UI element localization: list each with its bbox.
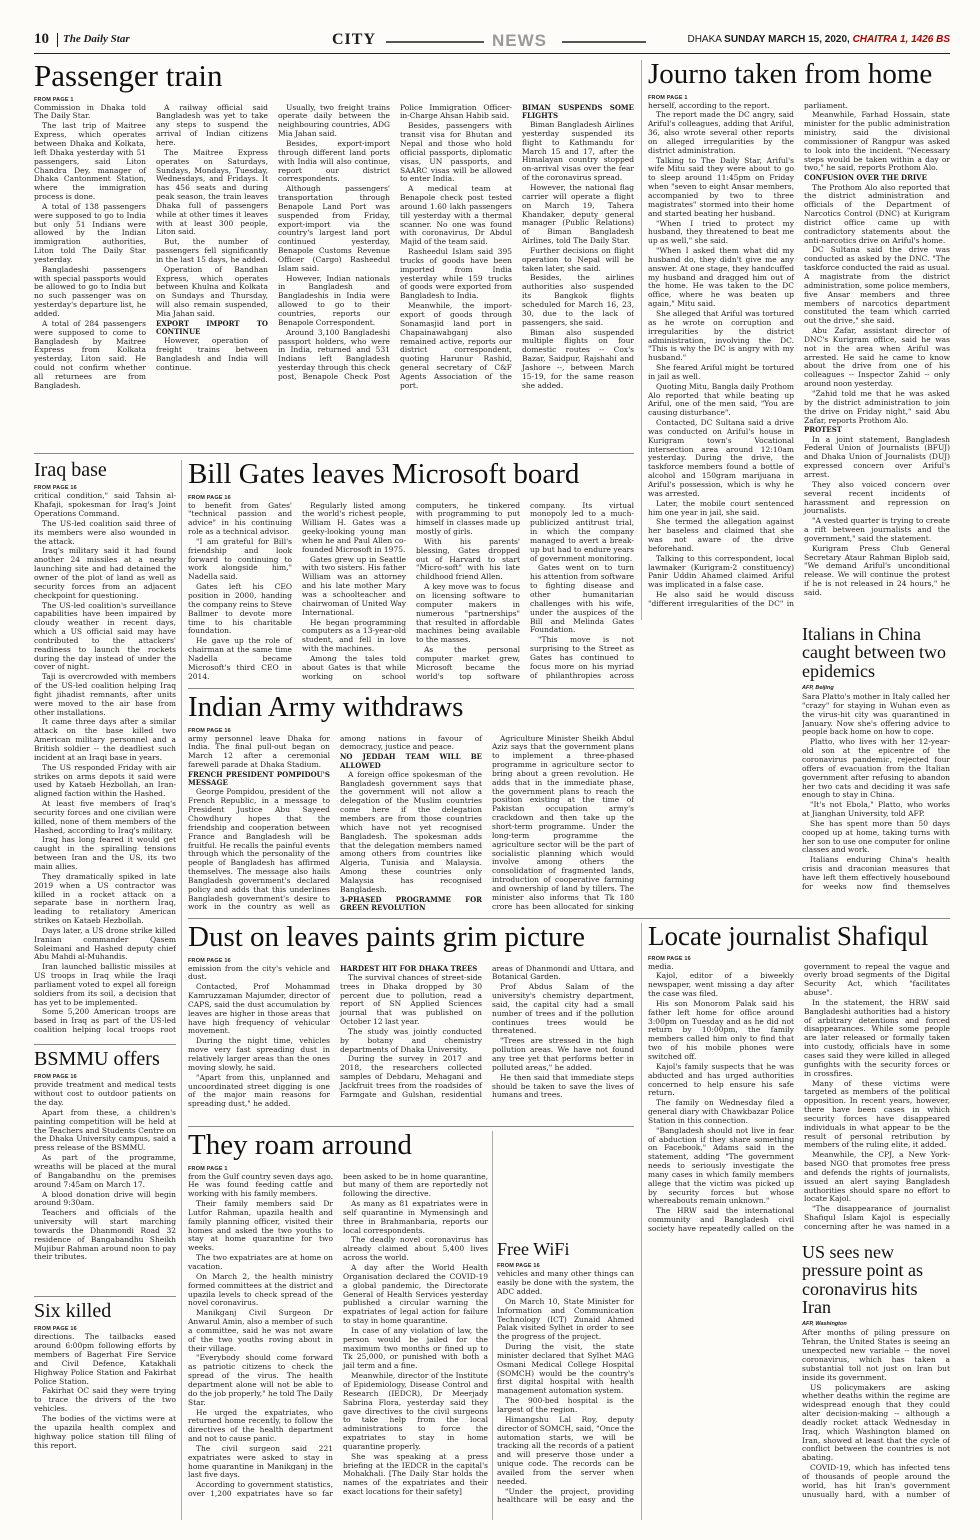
section-rule: [386, 41, 484, 43]
masthead-rule: [34, 53, 950, 54]
paragraph: "When I asked them what did my husband do, they didn't give me any answer. At one stage, they handcuffed my husband and dragged him out of the home. He was taken to the DC office, where he was beaten up again," Mitu said.: [648, 246, 794, 309]
paragraph: herself, according to the report.: [648, 101, 770, 110]
section-rule: [188, 688, 634, 689]
paragraph: Commission in Dhaka told The Daily Star.: [34, 103, 146, 121]
paragraph: Gates left his CEO position in 2000, handing the company reins to Steve Ballmer to devote more time to his charitable foundation.: [188, 582, 292, 636]
section-rule: [34, 1296, 176, 1297]
paragraph: Manikganj Civil Surgeon Dr Anwarul Amin, also a member of such a committee, said he was not aware of the two youths roving about in their village.: [188, 1308, 333, 1353]
paragraph: "I am grateful for Bill's friendship and look forward to continuing to work alongside him," Nadella said.: [188, 536, 292, 582]
story-bill-gates: [188, 460, 634, 686]
paragraph: During the survey in 2017 and 2018, the researchers collected samples of Debdaru, Mehagani and Jackfruit trees from the roadsides of Farmgate and Gulshan, residential areas of Dhanmondi and Uttara, and Botanical Garden.: [340, 964, 634, 1099]
paragraph: Contacted, DC Sultana said a drive was conducted on Ariful's house in Kurigram town's Vocational intersection area around 12:10am yesterday. During the drive, the taskforce members found a bottle of alcohol and 150gram marijuana in Ariful's possession, which is why he was arrested.: [648, 418, 794, 498]
story-body: [802, 1329, 950, 1507]
paragraph: The US-led coalition's surveillance capabilities have been impaired by cloudy weather in recent days, which a US official said may have contributed to the attackers' readiness to launch the rockets during the day instead of under the cover of night.: [34, 600, 176, 672]
from-page: FROM PAGE 16: [34, 485, 77, 492]
section-news: NEWS: [492, 31, 547, 50]
paragraph: On March 2, the health ministry formed committees at the district and upazila levels to check spread of the novel coronavirus.: [188, 1271, 333, 1308]
paragraph: They also voiced concern over several recent incidents of harassment and repression on journalists.: [804, 479, 950, 516]
subheading: NO JEDDAH TEAM WILL BE ALLOWED: [340, 752, 482, 770]
paragraph: "The disappearance of journalist Shafiqul Islam Kajol is especially concerning after he was named in a: [804, 1204, 950, 1231]
paragraph: In a joint statement, Bangladesh Federal Union of Journalists (BFUJ) and Dhaka Union of Journalists (DUJ) expressed concern over Ariful's arrest.: [804, 434, 950, 479]
paragraph: Besides, passengers with transit visa for Bhutan and Nepal and those who hold official passports, diplomatic visas, UN passports, and SAARC visas will be allowed to enter India.: [400, 121, 512, 184]
subheading: EXPORT IMPORT TO CONTINUE: [156, 318, 268, 337]
paragraph: Platto, who lives with her 12-year-old son at the epicentre of the coronavirus pandemic, rejected four offers of evacuation from the Italian government after refusing to abandon her two cats and deciding it was safe enough to stay in China.: [802, 737, 950, 800]
paragraph: army personnel leave Dhaka for India. The final pull-out began on March 12 after a ceremonial farewell parade at Dhaka Stadium.: [188, 734, 330, 770]
paragraph: from the Gulf country seven days ago. He was found feeding cattle and working with his family members.: [188, 1172, 333, 1199]
story-locate-journalist: [648, 923, 950, 1241]
paragraph: Among the tales told about Gates is that while working on school computers, he tinkered with programming to put himself in classes made up mostly of girls.: [302, 501, 520, 681]
headline: Dust on leaves paints grim picture: [188, 923, 586, 953]
paragraph: The last trip of Maitree Express, which operates between Dhaka and Kolkata, left Dhaka yesterday with 51 passengers, said Liton Chandra Dey, manager of Dhaka Cantonment Station, where the immigration process is done.: [34, 121, 146, 202]
section-rule: [188, 918, 950, 919]
from-page: FROM PAGE 16: [648, 955, 691, 962]
paragraph: Gates went on to turn his attention from software to fighting disease and other humanitarian challenges with his wife, under the auspices of the Bill and Melinda Gates Foundation.: [530, 563, 634, 635]
paragraph: Meanwhile, director of the Institute of Epidemiology, Disease Control and Research (IEDCR), Dr Meerjady Sabrina Flora, yesterday said they gave directives to the civil surgeons to take help from the local administrations to force the expatriates to stay in home quarantine properly.: [343, 1371, 488, 1451]
paragraph: The two expatriates are at home on vacation.: [188, 1253, 333, 1272]
subheading: BIMAN SUSPENDS SOME FLIGHTS: [522, 103, 634, 120]
paragraph: Agriculture Minister Sheikh Abdul Aziz says that the government plans to implement a three-phased programme in agriculture sector to bring about a green revolution. He adds that in the immediate phase, the government plans to reach the position existing at the time of Pakistan occupation army's crackdown and then take up the short-term programme. Under the long-term programme the agriculture sector will be the part of socialistic planning which would involve among others the consolidation of fragmented lands, introduction of cooperative farming and ownership of land by tillers. The minister also informs that Tk 180 crore has been allocated for sinking: [492, 734, 634, 911]
story-free-wifi: [497, 1240, 634, 1520]
paragraph: The US responded Friday with air strikes on arms depots it said were used by Kataeb Hezbollah, an Iran-aligned faction within the Hashed.: [34, 762, 176, 799]
story-us-pressure: [802, 1243, 950, 1520]
story-body: [648, 963, 950, 1237]
paragraph: Kajol's family suspects that he was abducted and has urged authorities concerned to help ensure his safe return.: [648, 1061, 794, 1098]
paragraph: As part of the programme, wreaths will be placed at the mural of Bangabandhu on the premises around 7:45am on March 17.: [34, 1153, 176, 1189]
from-page: FROM PAGE 1: [648, 94, 688, 101]
paragraph: Fakirhat OC said they were trying to trace the drivers of the two vehicles.: [34, 1386, 176, 1414]
paragraph: Bangladeshi passengers with special passports would be allowed to go to India but no such passenger was on yesterday's departure list, he added.: [34, 264, 146, 319]
dateline-date: SUNDAY MARCH 15, 2020,: [724, 34, 850, 45]
paragraph: The HRW said the international community and Bangladesh civil society have repeatedly called on the government to repeal the vague and overly broad segments of the Digital Security Act, which "facilitates abuse".: [648, 962, 950, 1233]
paragraph: She termed the allegation against her baseless and claimed that she was not aware of the drive beforehand.: [648, 517, 794, 553]
headline: Passenger train: [34, 60, 223, 93]
paragraph: Apart from these, a children's painting competition will be held at the Teachers and Students Centre on the Dhaka University campus, said a press release of the BSMMU.: [34, 1107, 176, 1153]
section-rule: [34, 1044, 176, 1045]
paragraph: Iran launched ballistic missiles at US troops in Iraq while the Iraqi parliament voted to expel all foreign soldiers from its soil, a decision that has yet to be implemented.: [34, 962, 176, 1007]
paragraph: A blood donation drive will begin around 9:30am.: [34, 1189, 176, 1208]
headline: Six killed: [34, 1301, 112, 1322]
paragraph: The deadly novel coronavirus has already claimed about 5,400 lives across the world.: [343, 1235, 488, 1263]
story-iraq-base: [34, 460, 176, 1040]
dateline-city: DHAKA: [687, 34, 722, 45]
headline: Italians in China caught between two epidemics: [802, 625, 946, 681]
paragraph: She feared Ariful might be tortured in jail as well.: [648, 363, 794, 381]
paragraph: She has spent more than 50 days cooped up at home, taking turns with her son to use one computer for online classes and work.: [802, 818, 950, 855]
paragraph: emission from the city's vehicle and dust.: [188, 964, 330, 982]
dateline: [687, 34, 950, 45]
story-body: [34, 1081, 176, 1291]
paragraph: Meanwhile, Farhad Hossain, state minister for the public administration ministry, said the divisional commissioner of Rangpur was asked to look into the incident. "Necessary steps would be taken within a day or two," he said, reports Prothom Alo.: [804, 110, 950, 173]
column-rule: [641, 60, 642, 620]
paragraph: vehicles and many other things can easily be done with the system, the ADC added.: [497, 1270, 634, 1297]
story-body: [648, 102, 950, 616]
paragraph: A railway official said Bangladesh was yet to take any steps to suspend the arrival of Indian citizens here.: [156, 103, 268, 147]
paragraph: It came three days after a similar attack on the base killed two American military personnel and a British soldier -- the deadliest such incident at an Iraqi base in years.: [34, 717, 176, 762]
column-rule: [492, 1131, 493, 1520]
paragraph: However, Indian nationals in Bangladesh and Bangladeshis in India were allowed to go to their countries, reports our Benapole Correspondent.: [278, 273, 390, 327]
subheading: 3-PHASED PROGRAMME FOR GREEN REVOLUTION: [340, 894, 482, 912]
subheading: HARDEST HIT FOR DHAKA TREES: [340, 964, 478, 973]
paragraph: As many as 81 expatriates were in self quarantine in Mymensingh and three in Brahmanbaria, reports our local correspondents.: [343, 1199, 488, 1235]
story-dust-leaves: [188, 923, 634, 1121]
paragraph: "Zahid told me that he was asked by the district administration to join the drive on Friday night," said Abu Zafar, reports Prothom Alo.: [804, 388, 950, 425]
headline: Iraq base: [34, 460, 107, 481]
paragraph: Their family members said Dr Lutfor Rahman, upazila health and family planning officer, visited their homes and asked the two youths to stay at home quarantine for two weeks.: [188, 1199, 333, 1253]
paragraph: Contacted, Prof Mohammad Kamruzzaman Majumder, director of CAPS, said the dust accumulation by leaves are higher in those areas that have high frequency of vehicular movement.: [188, 982, 330, 1036]
story-body: [34, 492, 176, 1037]
paragraph: He also said he would discuss "different irregularities of the DC" in parliament.: [648, 101, 848, 608]
story-body: [34, 104, 634, 442]
from-page: FROM PAGE 16: [497, 1263, 540, 1270]
story-body: [497, 1270, 634, 1518]
subheading: PROTEST: [804, 425, 842, 435]
subheading: CONFUSION OVER THE DRIVE: [804, 173, 927, 183]
dateline-bangla: CHAITRA 1, 1426 BS: [852, 34, 950, 45]
story-body: [188, 735, 634, 913]
paragraph: Although passengers' transportation through Benapole Land Port was suspended from Friday, export-import via the country's largest land port continued yesterday, Benapole Customs Revenue Officer (Cargo) Rasheedul Islam said.: [278, 184, 390, 273]
paragraph: Iraq's military said it had found another 24 missiles at a nearby launching site and had detained the owner of the plot of land as well as security forces from an adjacent checkpoint for questioning.: [34, 546, 176, 600]
paragraph: During the visit, the state minister declared that Sylhet MAG Osmani Medical College Hospital (SOMCH) would be the country's first digital hospital with health management automation system.: [497, 1342, 634, 1396]
story-body: [34, 1333, 176, 1517]
paragraph: As the personal computer market grew, Microsoft became the world's top software company. Its virtual monopoly led to a much-publicized antitrust trial, in which the company managed to avert a break-up but had to endure years of government monitoring.: [416, 501, 634, 681]
paragraph: Himangshu Lal Roy, deputy director of SOMCH, said, "Once the automation starts, we will be tracking all the records of a patient and will preserve those under a unique code. The records can be availed from the server when needed.: [497, 1414, 634, 1486]
paragraph: According to government statistics, over 1,200 expatriates have so far been asked to be in home quarantine, but many of them are reportedly not following the directive.: [188, 1172, 488, 1499]
paragraph: "A vested quarter is trying to create a rift between journalists and the government," said the statement.: [804, 516, 950, 543]
paragraph: He began programming computers as a 13-year-old student, and fell in love with the machines.: [302, 617, 406, 654]
from-page: FROM PAGE 16: [188, 957, 231, 964]
column-rule: [641, 923, 642, 1520]
from-page: FROM PAGE 16: [188, 727, 231, 734]
paragraph: Meanwhile, the import-export of goods through Sonamasjid land port in Chapainawabganj also remained active, reports our district correspondent, quoting Harunur Rashid, general secretary of C&F Agents Association of the port.: [400, 301, 512, 390]
paragraph: He urged the expatriates, who returned home recently, to follow the directives of the health department and not to cause panic.: [188, 1407, 333, 1444]
paragraph: The Prothom Alo also reported that the district administration and officials of the Department of Narcotics Control (DNC) at Kurigram district office came up with contradictory statements about the anti-narcotics drive on Ariful's home.: [804, 182, 950, 245]
paragraph: In the statement, the HRW said Bangladeshi authorities had a history of arbitrary detentions and forced disappearances. While some people are later released or formally taken into custody, officials have in some cases said they were killed in alleged gunfights with the security forces or in crossfires.: [804, 997, 950, 1078]
paragraph: Kajol, editor of a biweekly newspaper, went missing a day after the case was filed.: [648, 971, 794, 999]
paragraph: A medical team at Benapole check post tested around 1.60 lakh passengers till yesterday with a thermal scanner. No one was found with coronavirus, Dr Abdul Majid of the team said.: [400, 184, 512, 247]
paragraph: Biman also suspended multiple flights on four domestic routes -- Cox's Bazar, Saidpur, Rajshahi and Jashore --, between March 15-19, for the same reason she added.: [522, 327, 634, 390]
paragraph: But, the number of passengers fell significantly in the last 15 days, he added.: [156, 237, 268, 264]
paragraph: Kurigram Press Club General Secretary Ataur Rahman Biplob said, "We demand Ariful's unconditional release. We will continue the protest if he is not released in 24 hours," he said.: [804, 543, 950, 597]
story-six-killed: [34, 1301, 176, 1520]
section-rule-2: [562, 41, 646, 43]
from-page: FROM PAGE 16: [34, 1074, 77, 1081]
paragraph: Prof Abdus Salam of the university's chemistry department, said, the capital city had a small number of trees and if the pollution continues trees would be threatened.: [492, 982, 634, 1036]
paragraph: "Trees are stressed in the high pollution areas. We have not found any tree yet that performs better in polluted areas," he added.: [492, 1036, 634, 1072]
paragraph: "It's not Ebola," Platto, who works at Jianghan University, told AFP.: [802, 800, 950, 819]
paragraph: A foreign office spokesman of the Bangladesh government says that the government will not allow a delegation of the Muslim countries come here if the delegation members are from those countries which have not yet recognised Bangladesh. The spokesman adds that the delegation members named among others from countries like Algeria, Tunisia and Malaysia. Among these countries only Malaysia has recognised Bangladesh.: [340, 769, 482, 894]
story-journo-taken: [648, 60, 950, 620]
story-body: [802, 693, 950, 898]
paragraph: "Apart from this, unplanned and uncoordinated street digging is one of the major main reasons for spreading dust," he added.: [188, 1072, 330, 1109]
paragraph: directions. The tailbacks eased around 6:00pm following efforts by members of Bagerhat Fire Service and Civil Defence, Katakhali Highway Police Station and Fakirhat Police Station.: [34, 1333, 176, 1386]
column-rule: [181, 460, 182, 1520]
paragraph: The family on Wednesday filed a general diary with Chawkbazar Police Station in this connection.: [648, 1098, 794, 1125]
paragraph: The report made the DC angry, said Ariful's colleagues, adding that Ariful, 36, also wrote several other reports on alleged irregularities by the district administration.: [648, 110, 794, 155]
story-body: [188, 1173, 488, 1518]
paragraph: provide treatment and medical tests without cost to outdoor patients on the day.: [34, 1081, 176, 1108]
headline: Indian Army withdraws: [188, 693, 464, 723]
paragraph: Many of these victims were targeted as members of the political opposition. In recent years, however, there have been cases in which security forces have disappeared individuals in what appear to be the result of personal retribution by members of the ruling elite, it added.: [804, 1078, 950, 1150]
paragraph: On March 10, State Minister for Information and Communication Technology (ICT) Zunaid Ahmed Palak visited Sylhet in order to see the progress of the project.: [497, 1296, 634, 1342]
paragraph: He gave up the role of chairman at the same time Nadella became Microsoft's third CEO in 2014.: [188, 636, 292, 681]
paragraph: Meanwhile, the CPJ, a New York-based NGO that promotes free press and defends the rights of journalists, issued an alert saying Bangladesh authorities should spare no effort to locate Kajol.: [804, 1150, 950, 1204]
paragraph: Besides, the airlines authorities also suspended its Bangkok flights scheduled for March 16, 23, 30, due to the lack of passengers, she said.: [522, 273, 634, 327]
byline: AFP, Washington: [802, 1321, 847, 1328]
paragraph: critical condition," said Tahsin al-Khafaji, spokesman for Iraq's Joint Operations Command.: [34, 492, 176, 519]
headline: Free WiFi: [497, 1240, 570, 1259]
paragraph: The civil surgeon said 221 expatriates were asked to stay in home quarantine in Manikganj in the last five days.: [188, 1443, 333, 1480]
paragraph: In case of any violation of law, the person would be jailed for the maximum two months or fined up to Tk 25,000, or punished with both a jail term and a fine.: [343, 1325, 488, 1371]
paragraph: Taji is overcrowded with members of the US-led coalition helping Iraq fight jihadist remnants, after units were moved to the air base from other installations.: [34, 672, 176, 717]
subheading: FRENCH PRESIDENT POMPIDOU'S MESSAGE: [188, 769, 330, 788]
paragraph: She was speaking at a press briefing at the IEDCR in the capital's Mohakhali. [The Daily Star holds the names of the expatriates and their exact locations for their safety]: [343, 1451, 488, 1497]
paragraph: The US-led coalition said three of its members were also wounded in the attack.: [34, 518, 176, 546]
paragraph: During the night time, vehicles move very fast spreading dust in relatively larger areas than the ones moving slowly, he said.: [188, 1036, 330, 1072]
masthead-separator: [57, 33, 58, 47]
paragraph: DC Sultana said the drive was conducted as asked by the DNC. "The taskforce conducted the raid as usual. A magistrate from the district administration, some police members, five Ansar members and three members of narcotics department constituted the team which carried out the drive," she said.: [804, 245, 950, 326]
paragraph: However, the national flag carrier will operate a flight on March 19, Tahera Khandaker, deputy general manager (Public Relations) of Biman Bangladesh Airlines, told The Daily Star.: [522, 183, 634, 246]
story-italians-china: [802, 625, 950, 920]
headline: Bill Gates leaves Microsoft board: [188, 460, 580, 490]
byline: AFP, Beijing: [802, 685, 834, 692]
headline: BSMMU offers: [34, 1049, 160, 1070]
paragraph: However, operation of freight trains between Bangladesh and India will continue.: [156, 336, 268, 372]
paragraph: He then said that immediate steps should be taken to save the lives of humans and trees.: [492, 1072, 634, 1100]
headline: Journo taken from home: [648, 60, 933, 90]
paragraph: The study was jointly conducted by botany and chemistry departments of Dhaka University.: [340, 1026, 482, 1054]
from-page: FROM PAGE 16: [188, 494, 231, 501]
paragraph: His son Monorom Palak said his father left home for office around 3:00pm on Tuesday and as he did not return by 10:00pm, the family members called him only to find that two of his mobile phones were switched off.: [648, 998, 794, 1061]
paragraph: The survival chances of street-side trees in Dhaka dropped by 30 percent due to pollution, read a report of SN Applied Sciences journal that was published on October 12 last year.: [340, 972, 482, 1027]
paragraph: A key move was to focus on licensing software to computer makers in numerous "partnerships" that resulted in affordable machines being available to the masses.: [416, 582, 520, 645]
paragraph: Rasheedul Islam said 395 trucks of goods have been imported from India yesterday while 159 trucks of goods were exported from Bangladesh to India.: [400, 247, 512, 301]
paragraph: Iraq has long feared it would get caught in the spiralling tensions between Iran and the US, its two main allies.: [34, 835, 176, 871]
paragraph: Around 3,100 Bangladeshi passport holders, who were in India, returned and 531 Indians left Bangladesh yesterday through this check post, Benapole Check Post Police Immigration Officer-in-Charge Ahsan Habib said.: [278, 103, 512, 381]
paragraph: COVID-19, which has infected tens of thousands of people around the world, has hit Iran's government unusually hard, with a number of: [802, 1463, 950, 1499]
paragraph: "Everybody should come forward as patriotic citizens to check the spread of the virus. The health department alone will not be able to do the job properly," he told The Daily Star.: [188, 1353, 333, 1407]
paragraph: Teachers and officials of the university will start marching towards the Dhanmondi Road 32 residence of Bangabandhu Sheikh Mujibur Rahman around noon to pay their tributes.: [34, 1208, 176, 1262]
paragraph: Usually, two freight trains operate daily between the neighbouring countries, ADG Mia Jahan said.: [278, 103, 390, 139]
paragraph: A total of 284 passengers were supposed to come to Bangladesh by Maitree Express from Kolkata yesterday, Liton said. He could not confirm whether all returnees are from Bangladesh.: [34, 318, 146, 390]
story-body: [188, 965, 634, 1118]
headline: US sees new pressure point as coronavirus hits Iran: [802, 1243, 923, 1318]
paragraph: Abu Zafar, assistant director of DNC's Kurigram office, said he was not in the area when Ariful was arrested. He said he came to know about the drive from one of his colleagues -- Inspector Zahid -- only around noon yesterday.: [804, 326, 950, 389]
paragraph: A total of 138 passengers were supposed to go to India but only 51 Indians were allowed by the Indian immigration authorities, Liton told The Daily Star yesterday.: [34, 201, 146, 264]
paragraph: Biman Bangladesh Airlines yesterday suspended its flight to Kathmandu for March 15 and 17, after the Himalayan country stopped on-arrival visas over the fear of the coronavirus spread.: [522, 120, 634, 183]
paragraph: "Bangladesh should not live in fear of abduction if they share something on Facebook," Adams said in the statement, adding "The government needs to seriously investigate the many cases in which family members allege that the victim was picked up by security forces but whose whereabouts remain unknown.": [648, 1125, 794, 1206]
paragraph: The Maitree Express operates on Saturdays, Sundays, Mondays, Tuesday, Wednesdays, and Fridays. It has 456 seats and during peak season, the train leaves Dhaka full of passengers while at other times it leaves with at least 300 people, Liton said.: [156, 147, 268, 237]
masthead: [34, 28, 950, 54]
paragraph: Talking to this correspondent, local lawmaker (Kurigram-2 constituency) Panir Uddin Ahamed claimed Ariful was implicated in a false case.: [648, 553, 794, 590]
paragraph: "Under the project, providing healthcare will be easy and the: [497, 1486, 634, 1505]
from-page: FROM PAGE 1: [34, 96, 74, 103]
paragraph: Talking to The Daily Star, Ariful's wife Mitu said they were about to go to sleep around 11:45pm on Friday when "seven to eight Ansar members, accompanied by two to three magistrates" stormed into their home and started beating her husband.: [648, 155, 794, 218]
paragraph: Some 5,200 American troops are based in Iraq as part of the US-led coalition helping local troops root: [34, 1007, 176, 1035]
story-they-roam: [188, 1131, 488, 1520]
section-rule: [34, 453, 634, 454]
story-indian-army: [188, 693, 634, 915]
paragraph: Besides, export-import through different land ports with India will also continue, report our district correspondents.: [278, 138, 390, 184]
paragraph: "When I tried to protect my husband, they threatened to beat me up as well," she said.: [648, 218, 794, 246]
page-number: 10: [34, 31, 49, 47]
paragraph: Days later, a US drone strike killed Iranian commander Qasem Soleimani and Hashed deputy chief Abu Mahdi al-Muhandis.: [34, 925, 176, 962]
paragraph: The 900-bed hospital is the largest of the region.: [497, 1396, 634, 1415]
paragraph: Sara Platto's mother in Italy called her "crazy" for staying in Wuhan even as the virus-hit city was quarantined in January. Now she's offering advice to people back home on how to cope.: [802, 693, 950, 737]
paragraph: A day after the World Health Organisation declared the COVID-19 a global pandemic, the Directorate General of Health Services yesterday published a circular warning the expatriates of legal action for failure to stay in home quarantine.: [343, 1263, 488, 1326]
paragraph: Gates grew up in Seattle with two sisters. His father William was an attorney and his late mother Mary was a schoolteacher and chairwoman of United Way International.: [302, 554, 406, 617]
paragraph: They dramatically spiked in late 2019 when a US contractor was killed in a rocket attack on a separate base in northern Iraq, leading to retaliatory American strikes on Kataeb Hezbollah.: [34, 871, 176, 926]
paragraph: Operation of Bandhan Express, which operates between Khulna and Kolkata on Sundays and Thursday, will also remain suspended, Mia Jahan said.: [156, 264, 268, 319]
paper-name: The Daily Star: [63, 33, 130, 45]
headline: They roam arround: [188, 1131, 412, 1161]
paragraph: George Pompidou, president of the French Republic, in a message to President Justice Abu Sayeed Chowdhury hopes that the friendship and cooperation between France and Bangladesh will be fruitful. He recalls the painful events through which the personality of the people of Bangladesh has affirmed themselves. The message also hails Bangladesh government's declared policy and adds that this underlines Bangladesh government's desire to work in the country as well as among nations in favour of democracy, justice and peace.: [188, 734, 482, 912]
headline: Locate journalist Shafiqul: [648, 923, 929, 951]
from-page: FROM PAGE 1: [188, 1165, 228, 1172]
paragraph: "This move is not surprising to the Street as Gates has continued to focus more on his myriad of philanthropies across: [530, 635, 634, 680]
story-bsmmu: [34, 1049, 176, 1294]
paragraph: to benefit from Gates' "technical passion and advice" in his continuing role as a technical advisor.: [188, 501, 292, 537]
paragraph: Regularly listed among the world's richest people, William H. Gates was a geeky-looking young man when he and Paul Allen co-founded Microsoft in 1975.: [302, 501, 406, 554]
paragraph: At least five members of Iraq's security forces and one civilian were killed, none of them members of the Hashed, according to Iraq's military.: [34, 799, 176, 835]
paragraph: Quoting Mitu, Bangla daily Prothom Alo reported that while beating up Ariful, one of the men said, "You are causing disturbance".: [648, 381, 794, 418]
paragraph: She alleged that Ariful was tortured as he wrote on corruption and irregularities by the district administration, involving the DC. "This is why the DC is angry with my husband.": [648, 308, 794, 363]
paragraph: The bodies of the victims were at the upazila health complex and highway police station till filing of this report.: [34, 1413, 176, 1450]
paragraph: Further decisions on flight operation to Nepal will be taken later, she said.: [522, 245, 634, 273]
paragraph: Later, the mobile court sentenced him one year in jail, she said.: [648, 498, 794, 517]
section-rule: [188, 1126, 634, 1127]
from-page: FROM PAGE 16: [34, 1326, 77, 1333]
paragraph: Italians enduring China's health crisis and draconian measures that have left them effectively housebound for weeks now find themselves: [802, 855, 950, 891]
paragraph: media.: [648, 962, 674, 971]
paragraph: US policymakers are asking whether deaths within the regime are widespread enough that they could alter decision-making -- although a deadly rocket attack Wednesday in Iraq, which Washington blamed on Iran, showed at least that the cycle of conflict between the countries is not abating.: [802, 1382, 950, 1463]
paragraph: After months of piling pressure on Tehran, the United States is seeing an unexpected new variable -- the novel coronavirus, which has taken a substantial toll not just on Iran but inside its government.: [802, 1329, 950, 1382]
story-body: [188, 502, 634, 682]
paragraph: With his parents' blessing, Gates dropped out of Harvard to start "Micro-soft" with his late childhood friend Allen.: [416, 536, 520, 582]
section-city: CITY: [332, 31, 377, 48]
story-passenger-train: [34, 60, 634, 448]
